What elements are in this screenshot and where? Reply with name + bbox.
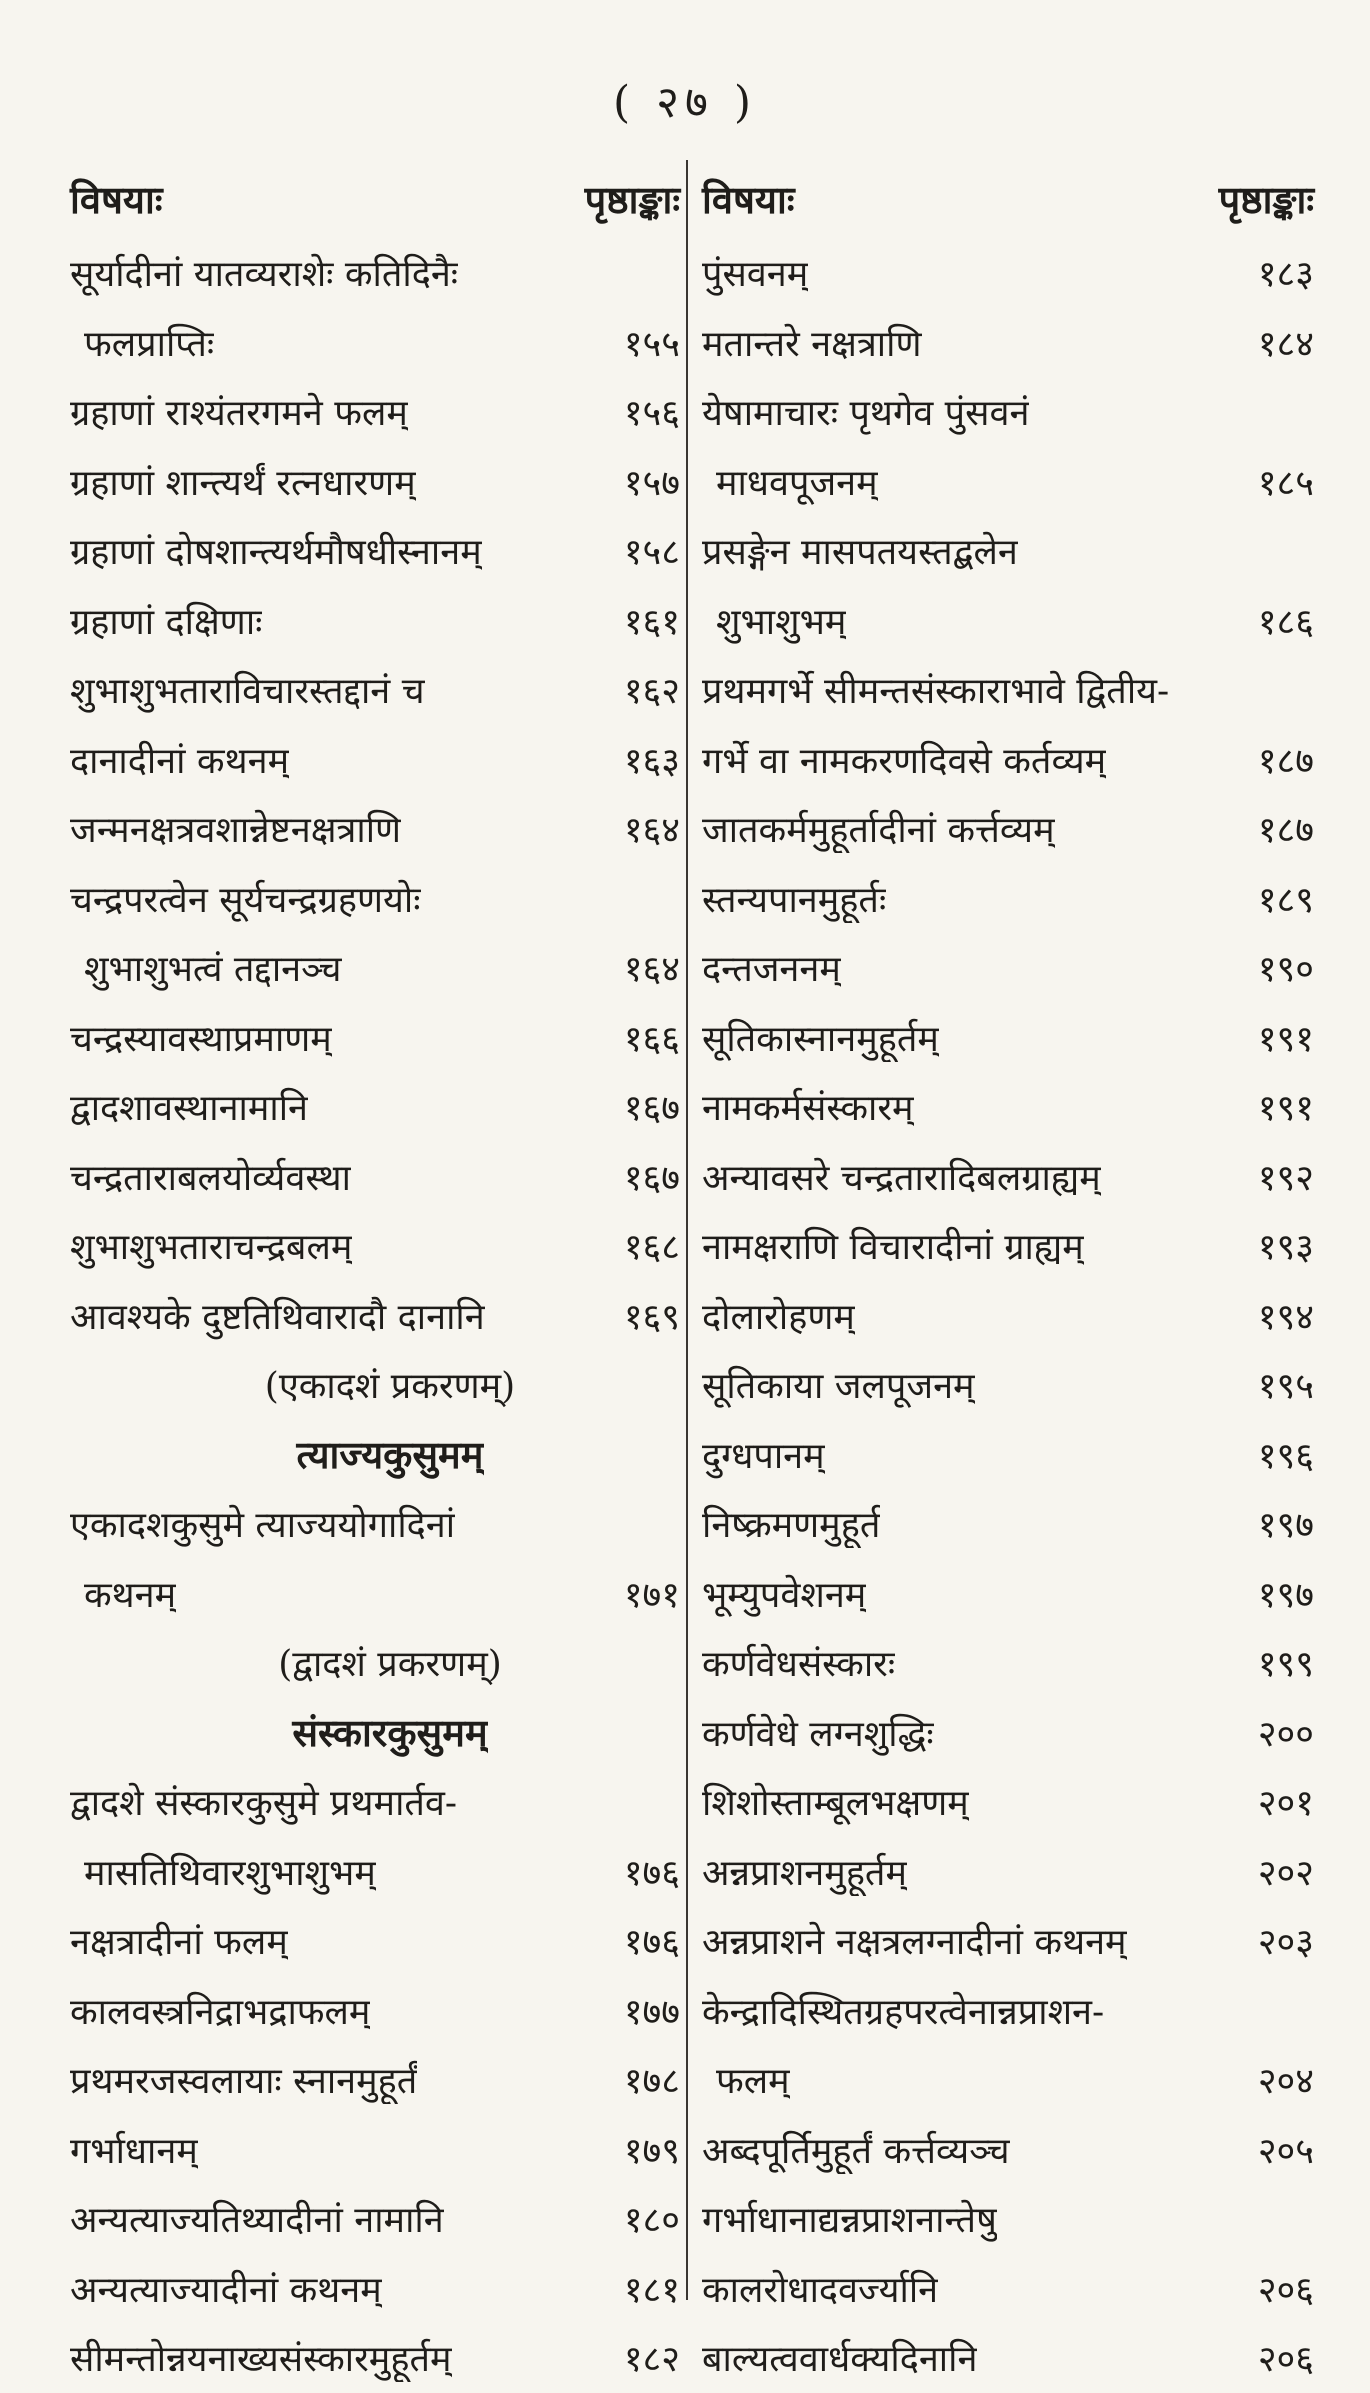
entry-page-number: १६६ xyxy=(623,1018,680,1060)
toc-entry xyxy=(70,1767,680,1837)
entry-title: फलम् xyxy=(716,2061,790,2103)
page-header: पृष्ठाङ्काः xyxy=(1218,177,1314,222)
entry-title: नामकर्मसंस्कारम् xyxy=(702,1088,914,1130)
entry-page-number: १९७ xyxy=(1257,1505,1314,1547)
entry-title: गर्भे वा नामकरणदिवसे कर्तव्यम् xyxy=(702,740,1107,782)
entry-page-number: १६७ xyxy=(623,1088,680,1130)
entry-page-number: २०२ xyxy=(1257,1852,1314,1894)
left-column xyxy=(70,160,680,2393)
entry-page-number: १६८ xyxy=(623,1227,680,1269)
page-number: ( २७ ) xyxy=(612,77,758,128)
chapter-heading xyxy=(70,1698,680,1768)
entry-title: प्रथमरजस्वलायाः स्नानमुहूर्तं xyxy=(70,2061,418,2103)
right-column-header xyxy=(702,160,1314,238)
entry-title: सूतिकास्नानमुहूर्तम् xyxy=(702,1018,939,1060)
toc-entry xyxy=(70,1489,680,1559)
toc-entry xyxy=(70,2184,680,2254)
entry-page-number: १७१ xyxy=(623,1574,680,1616)
toc-entry xyxy=(702,1420,1314,1490)
toc-entry xyxy=(702,308,1314,378)
toc-entry xyxy=(702,516,1314,586)
entry-page-number: १८६ xyxy=(1257,601,1314,643)
toc-entry xyxy=(702,655,1314,725)
entry-title: पुंसवनम् xyxy=(702,254,809,296)
entry-page-number: १८३ xyxy=(1257,254,1314,296)
toc-entry xyxy=(70,1142,680,1212)
entry-page-number: २०० xyxy=(1257,1713,1314,1755)
entry-page-number: १८९ xyxy=(1257,879,1314,921)
entry-page-number: २०४ xyxy=(1257,2061,1314,2103)
entry-page-number: १८० xyxy=(623,2200,680,2242)
entry-page-number: १९१ xyxy=(1257,1018,1314,1060)
entry-title: एकादशकुसुमे त्याज्ययोगादिनां xyxy=(70,1505,456,1547)
toc-entry xyxy=(70,2254,680,2324)
left-column-header xyxy=(70,160,680,238)
right-entry-list xyxy=(702,238,1314,2393)
toc-entry-continuation xyxy=(702,2045,1314,2115)
entry-title: केन्द्रादिस्थितग्रहपरत्वेनान्नप्राशन- xyxy=(702,1991,1105,2033)
entry-page-number: १८१ xyxy=(623,2269,680,2311)
entry-title: कर्णवेधे लग्नशुद्धिः xyxy=(702,1713,934,1755)
entry-page-number: १७६ xyxy=(623,1852,680,1894)
toc-entry xyxy=(70,1906,680,1976)
chapter-number-label xyxy=(70,1628,680,1698)
toc-entry xyxy=(70,1003,680,1073)
entry-page-number: १९५ xyxy=(1257,1366,1314,1408)
toc-entry xyxy=(702,933,1314,1003)
entry-page-number: २०३ xyxy=(1257,1922,1314,1964)
entry-title: अन्यत्याज्यतिथ्यादीनां नामानि xyxy=(70,2200,444,2242)
entry-title: प्रसङ्गेन मासपतयस्तद्बलेन xyxy=(702,532,1018,574)
toc-entry xyxy=(702,2115,1314,2185)
entry-title: अन्नप्राशने नक्षत्रलग्नादीनां कथनम् xyxy=(702,1922,1127,1964)
toc-entry xyxy=(70,377,680,447)
entry-title: दानादीनां कथनम् xyxy=(70,740,290,782)
entry-page-number: १८७ xyxy=(1257,740,1314,782)
entry-title: शिशोस्ताम्बूलभक्षणम् xyxy=(702,1783,969,1825)
entry-title: दन्तजननम् xyxy=(702,949,841,991)
toc-entry xyxy=(702,1698,1314,1768)
toc-entry xyxy=(70,864,680,934)
entry-page-number: १६४ xyxy=(623,949,680,991)
entry-page-number: १५५ xyxy=(623,323,680,365)
entry-title: कथनम् xyxy=(84,1574,177,1616)
toc-entry-continuation xyxy=(70,1559,680,1629)
entry-title: दुग्धपानम् xyxy=(702,1435,825,1477)
entry-title: मतान्तरे नक्षत्राणि xyxy=(702,323,922,365)
toc-entry-continuation xyxy=(702,447,1314,517)
entry-page-number: २०१ xyxy=(1257,1783,1314,1825)
toc-entry xyxy=(70,238,680,308)
toc-entry-continuation xyxy=(702,586,1314,656)
entry-title: नामक्षराणि विचारादीनां ग्राह्यम् xyxy=(702,1227,1084,1269)
toc-entry xyxy=(702,1003,1314,1073)
entry-page-number: १८७ xyxy=(1257,810,1314,852)
entry-page-number: १९१ xyxy=(1257,1088,1314,1130)
entry-title: कालवस्त्रनिद्राभद्राफलम् xyxy=(70,1991,371,2033)
entry-page-number: १६३ xyxy=(623,740,680,782)
chapter-number-label xyxy=(70,1350,680,1420)
entry-page-number: १६९ xyxy=(623,1296,680,1338)
toc-entry xyxy=(702,1559,1314,1629)
entry-title: दोलारोहणम् xyxy=(702,1296,855,1338)
toc-entry xyxy=(702,1837,1314,1907)
toc-entry xyxy=(702,1211,1314,1281)
toc-entry xyxy=(70,1976,680,2046)
toc-entry xyxy=(70,586,680,656)
entry-page-number: १९२ xyxy=(1257,1157,1314,1199)
toc-entry xyxy=(702,2184,1314,2254)
entry-title: शुभाशुभत्वं तद्दानञ्च xyxy=(84,949,342,991)
entry-page-number: २०६ xyxy=(1257,2269,1314,2311)
toc-entry-continuation xyxy=(70,308,680,378)
toc-entry xyxy=(702,377,1314,447)
entry-title: येषामाचारः पृथगेव पुंसवनं xyxy=(702,393,1030,435)
entry-page-number: २०६ xyxy=(1257,2339,1314,2381)
entry-title: माधवपूजनम् xyxy=(716,462,878,504)
entry-title: गर्भाधानम् xyxy=(70,2130,198,2172)
entry-page-number: १६२ xyxy=(623,671,680,713)
entry-page-number: १९६ xyxy=(1257,1435,1314,1477)
toc-entry xyxy=(70,655,680,725)
entry-title: (एकादशं प्रकरणम्) xyxy=(264,1366,516,1408)
toc-entry xyxy=(702,1281,1314,1351)
toc-entry-continuation xyxy=(70,933,680,1003)
entry-page-number: १९९ xyxy=(1257,1644,1314,1686)
entry-title: कर्णवेधसंस्कारः xyxy=(702,1644,896,1686)
entry-page-number: १७७ xyxy=(623,1991,680,2033)
entry-page-number: १६१ xyxy=(623,601,680,643)
entry-page-number: १८२ xyxy=(623,2339,680,2381)
entry-title: अन्यावसरे चन्द्रतारादिबलग्राह्यम् xyxy=(702,1157,1101,1199)
toc-entry xyxy=(70,516,680,586)
entry-title: कालरोधादवर्ज्यानि xyxy=(702,2269,939,2311)
entry-title: चन्द्रस्यावस्थाप्रमाणम् xyxy=(70,1018,332,1060)
entry-title: चन्द्रपरत्वेन सूर्यचन्द्रग्रहणयोः xyxy=(70,879,421,921)
subject-header: विषयाः xyxy=(702,177,795,222)
toc-entry xyxy=(70,1072,680,1142)
entry-title: ग्रहाणां राश्यंतरगमने फलम् xyxy=(70,393,408,435)
entry-title: मासतिथिवारशुभाशुभम् xyxy=(84,1852,376,1894)
entry-title: शुभाशुभताराचन्द्रबलम् xyxy=(70,1227,353,1269)
entry-title: द्वादशे संस्कारकुसुमे प्रथमार्तव- xyxy=(70,1783,458,1825)
entry-title: फलप्राप्तिः xyxy=(84,323,215,365)
toc-entry-continuation xyxy=(70,1837,680,1907)
toc-entry xyxy=(702,1072,1314,1142)
entry-title: अन्नप्राशनमुहूर्तम् xyxy=(702,1852,907,1894)
toc-entry xyxy=(70,725,680,795)
toc-entry xyxy=(702,1489,1314,1559)
entry-page-number: १५८ xyxy=(623,532,680,574)
toc-entry xyxy=(702,1767,1314,1837)
left-entry-list xyxy=(70,238,680,2393)
entry-page-number: १९० xyxy=(1257,949,1314,991)
entry-page-number: १९३ xyxy=(1257,1227,1314,1269)
page-header: पृष्ठाङ्काः xyxy=(584,177,680,222)
entry-page-number: २०५ xyxy=(1257,2130,1314,2172)
entry-title: सीमन्तोन्नयनाख्यसंस्कारमुहूर्तम् xyxy=(70,2339,452,2381)
entry-title: ग्रहाणां दक्षिणाः xyxy=(70,601,263,643)
toc-entry xyxy=(702,238,1314,308)
toc-entry xyxy=(70,1281,680,1351)
entry-title: त्याज्यकुसुमम् xyxy=(296,1432,484,1478)
right-column xyxy=(702,160,1314,2393)
entry-title: स्तन्यपानमुहूर्तः xyxy=(702,879,887,921)
subject-header: विषयाः xyxy=(70,177,163,222)
toc-entry xyxy=(702,2323,1314,2393)
entry-page-number: १९७ xyxy=(1257,1574,1314,1616)
toc-entry xyxy=(70,794,680,864)
entry-title: शुभाशुभम् xyxy=(716,601,847,643)
chapter-heading xyxy=(70,1420,680,1490)
toc-entry xyxy=(70,2323,680,2393)
toc-entry xyxy=(702,725,1314,795)
toc-entry xyxy=(702,1628,1314,1698)
entry-title: भूम्युपवेशनम् xyxy=(702,1574,867,1616)
entry-page-number: १७८ xyxy=(623,2061,680,2103)
entry-page-number: १५७ xyxy=(623,462,680,504)
entry-title: सूर्यादीनां यातव्यराशेः कतिदिनैः xyxy=(70,254,459,296)
toc-entry xyxy=(702,1350,1314,1420)
toc-entry xyxy=(70,2115,680,2185)
entry-title: ग्रहाणां शान्त्यर्थं रत्नधारणम् xyxy=(70,462,416,504)
entry-page-number: १९४ xyxy=(1257,1296,1314,1338)
entry-title: जातकर्ममुहूर्तादीनां कर्त्तव्यम् xyxy=(702,810,1055,852)
entry-title: बाल्यत्ववार्धक्यदिनानि xyxy=(702,2339,978,2381)
column-divider xyxy=(686,160,688,2300)
toc-entry xyxy=(702,2254,1314,2324)
toc-entry xyxy=(70,2045,680,2115)
entry-page-number: १६४ xyxy=(623,810,680,852)
entry-page-number: १७६ xyxy=(623,1922,680,1964)
entry-title: निष्क्रमणमुहूर्त xyxy=(702,1505,881,1547)
entry-page-number: १८४ xyxy=(1257,323,1314,365)
entry-title: प्रथमगर्भे सीमन्तसंस्काराभावे द्वितीय- xyxy=(702,671,1170,713)
toc-entry xyxy=(702,1976,1314,2046)
entry-title: शुभाशुभताराविचारस्तद्दानं च xyxy=(70,671,425,713)
entry-title: द्वादशावस्थानामानि xyxy=(70,1088,309,1130)
entry-title: आवश्यके दुष्टतिथिवारादौ दानानि xyxy=(70,1296,485,1338)
toc-entry xyxy=(702,1142,1314,1212)
toc-entry xyxy=(702,1906,1314,1976)
entry-title: ग्रहाणां दोषशान्त्यर्थमौषधीस्नानम् xyxy=(70,532,482,574)
entry-title: जन्मनक्षत्रवशान्नेष्टनक्षत्राणि xyxy=(70,810,402,852)
entry-title: सूतिकाया जलपूजनम् xyxy=(702,1366,975,1408)
toc-entry xyxy=(702,794,1314,864)
entry-page-number: १७९ xyxy=(623,2130,680,2172)
entry-page-number: १५६ xyxy=(623,393,680,435)
entry-page-number: १६७ xyxy=(623,1157,680,1199)
entry-title: संस्कारकुसुमम् xyxy=(292,1710,488,1756)
entry-page-number: १८५ xyxy=(1257,462,1314,504)
entry-title: चन्द्रताराबलयोर्व्यवस्था xyxy=(70,1157,351,1199)
entry-title: अन्यत्याज्यादीनां कथनम् xyxy=(70,2269,382,2311)
toc-entry xyxy=(70,447,680,517)
entry-title: अब्दपूर्तिमुहूर्तं कर्त्तव्यञ्च xyxy=(702,2130,1010,2172)
toc-entry xyxy=(702,864,1314,934)
entry-title: गर्भाधानाद्यन्नप्राशनान्तेषु xyxy=(702,2200,997,2242)
toc-entry xyxy=(70,1211,680,1281)
entry-title: (द्वादशं प्रकरणम्) xyxy=(278,1644,502,1686)
entry-title: नक्षत्रादीनां फलम् xyxy=(70,1922,288,1964)
